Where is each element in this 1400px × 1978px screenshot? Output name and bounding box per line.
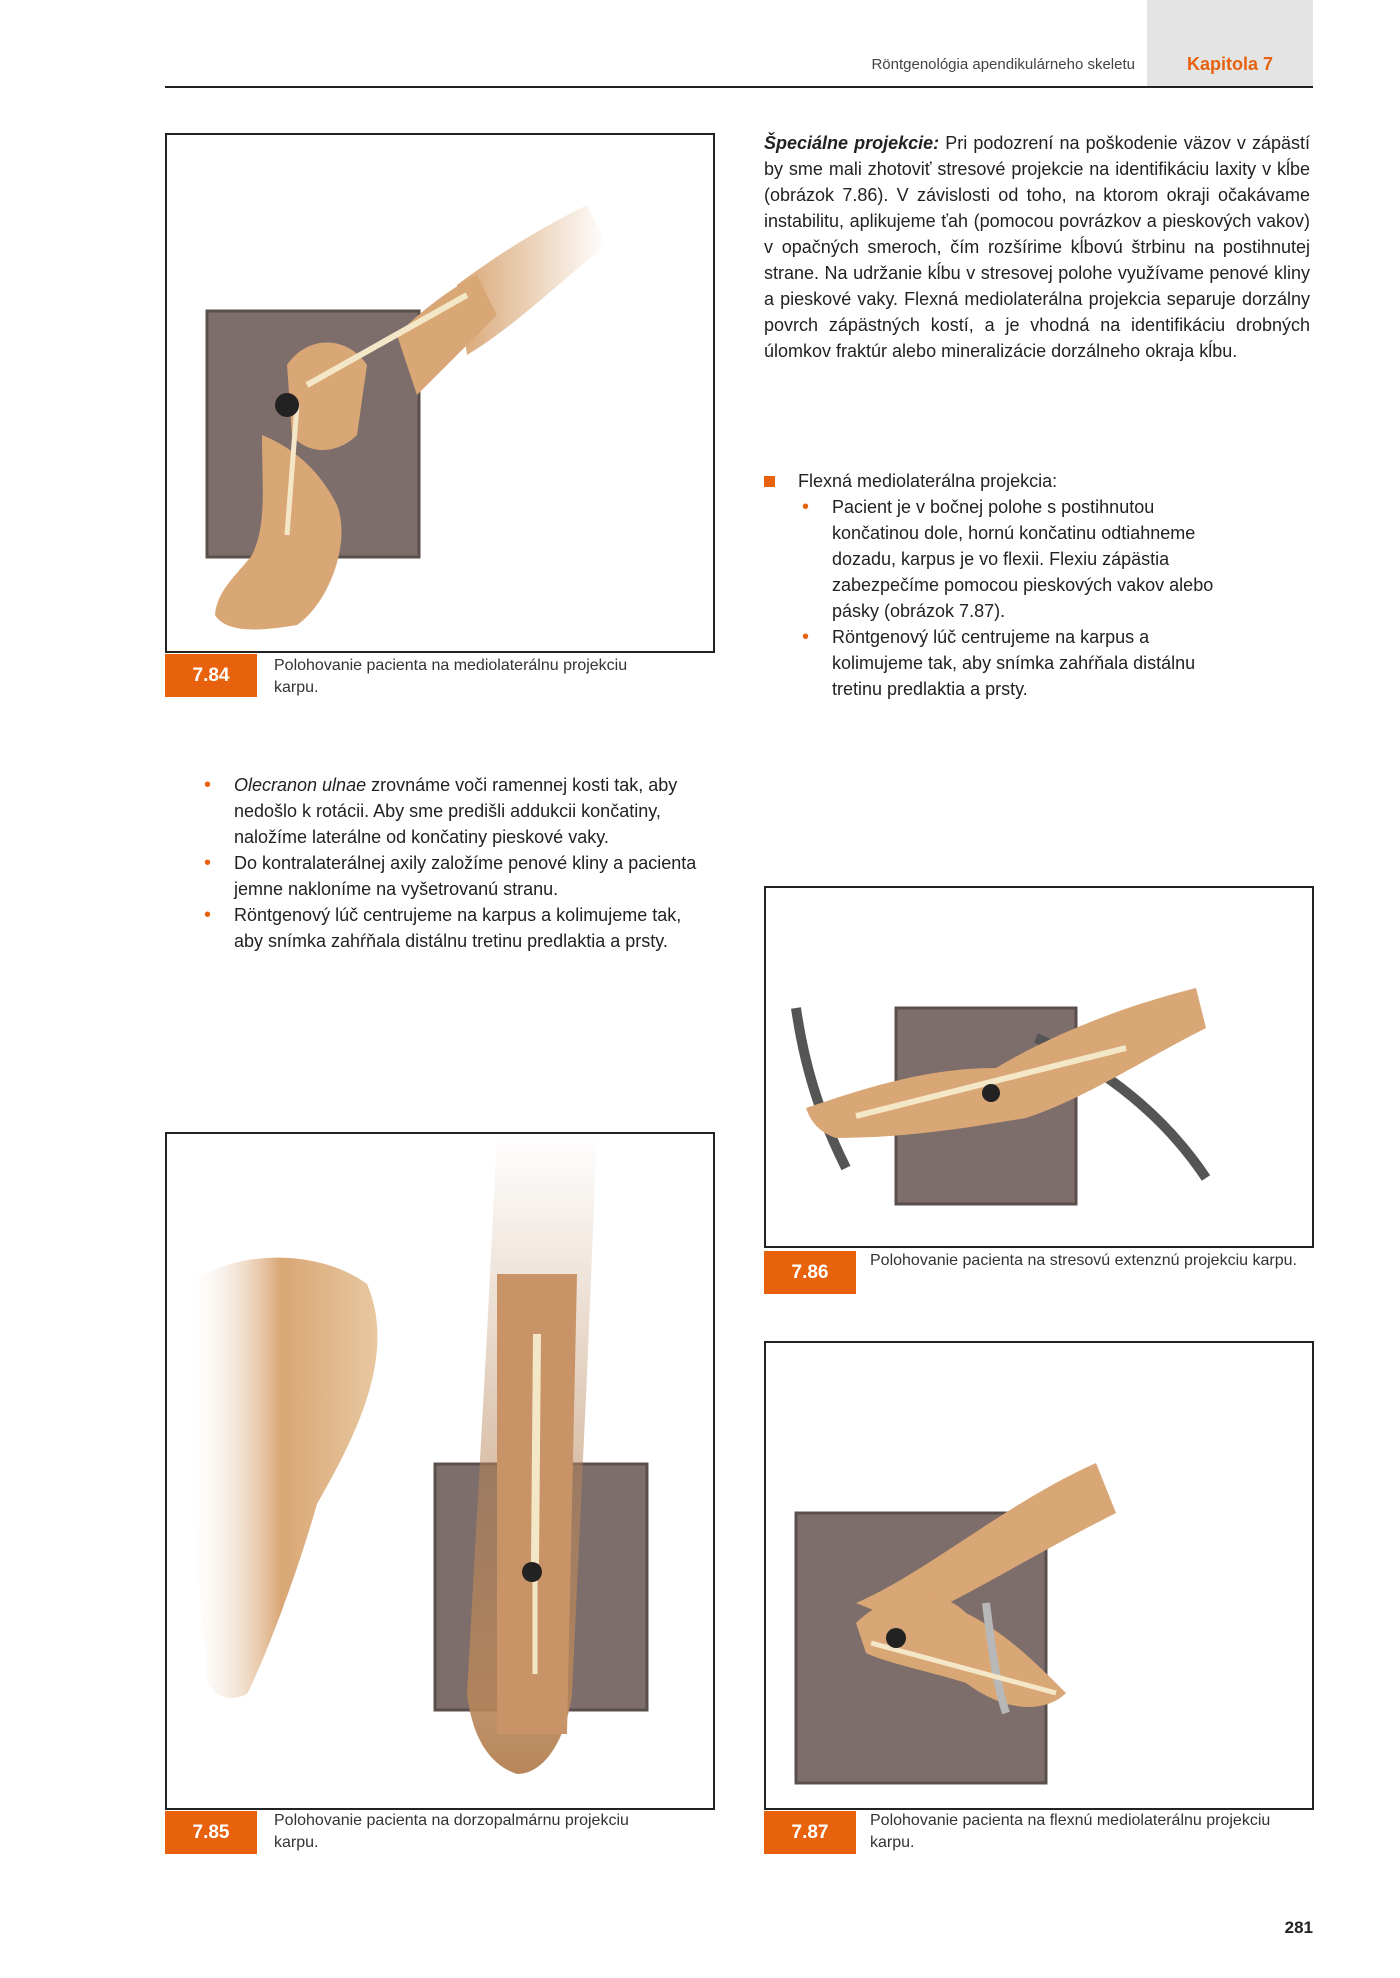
list-item: • Röntgenový lúč centrujeme na karpus a kolimujeme tak, aby snímka zahŕňala distálnu tretinu predlaktia a prsty. (204, 904, 682, 951)
flex-section (764, 468, 1310, 702)
running-title: Röntgenológia apendikulárneho skeletu (871, 56, 1135, 73)
list-item: • Pacient je v bočnej polohe s postihnutou končatinou dole, hornú končatinu odtiahneme dozadu, karpus je vo flexii. Flexiu zápästia zabezpečíme pomocou pieskových vakov alebo pásky (obrázok 7.87). (802, 496, 1214, 621)
figure-7-86-image (764, 886, 1314, 1248)
figure-7-84-number: 7.84 (165, 654, 257, 697)
page-number: 281 (1284, 1918, 1313, 1937)
list-item: • Do kontralaterálnej axily založíme penové kliny a pacienta jemne nakloníme na vyšetrovanú stranu. (204, 852, 697, 899)
header-rule (165, 86, 1313, 88)
figure-7-85-image (165, 1132, 715, 1810)
figure-7-84-caption: Polohovanie pacienta na mediolaterálnu projekciu karpu. (274, 657, 628, 696)
special-projections-paragraph (764, 130, 1310, 364)
figure-7-86-number: 7.86 (764, 1251, 856, 1294)
figure-7-87-caption: Polohovanie pacienta na flexnú mediolaterálnu projekciu karpu. (870, 1812, 1271, 1851)
square-bullet-icon (764, 476, 775, 487)
list-item: • Röntgenový lúč centrujeme na karpus a kolimujeme tak, aby snímka zahŕňala distálnu tretinu predlaktia a prsty. (802, 626, 1196, 699)
list-item: • Olecranon ulnae zrovnáme voči ramennej kosti tak, aby nedošlo k rotácii. Aby sme predišli addukcii končatiny, naložíme laterálne od končatiny pieskové vaky. (204, 774, 678, 847)
positioning-bullet-list (200, 772, 710, 954)
figure-7-85-caption: Polohovanie pacienta na dorzopalmárnu projekciu karpu. (274, 1812, 629, 1851)
paragraph-body: Pri podozrení na poškodenie väzov v zápästí by sme mali zhotoviť stresové projekcie na identifikáciu laxity v kĺbe (obrázok 7.86). V závislosti od toho, na ktorom okraji očakávame instabilitu, aplikujeme ťah (pomocou povrázkov a pieskových vakov) v opačných smeroch, čím rozšírime kĺbovú štrbinu na postihnutej strane. Na udržanie kĺbu v stresovej polohe využívame penové kliny a pieskové vaky. Flexná mediolaterálna projekcia separuje dorzálny povrch zápästných kostí, a je vhodná na identifikáciu drobných úlomkov fraktúr alebo mineralizácie dorzálneho okraja kĺbu. (764, 133, 1311, 361)
flex-heading: Flexná mediolaterálna projekcia: (798, 471, 1058, 491)
figure-7-86-caption: Polohovanie pacienta na stresovú extenznú projekciu karpu. (870, 1252, 1297, 1269)
figure-7-87-image (764, 1341, 1314, 1810)
figure-7-85-number: 7.85 (165, 1811, 257, 1854)
chapter-label: Kapitola 7 (1186, 54, 1274, 74)
paragraph-lead: Špeciálne projekcie: (764, 133, 940, 153)
figure-7-84-image (165, 133, 715, 653)
figure-7-87-number: 7.87 (764, 1811, 856, 1854)
flex-bullet-list (798, 494, 1218, 702)
